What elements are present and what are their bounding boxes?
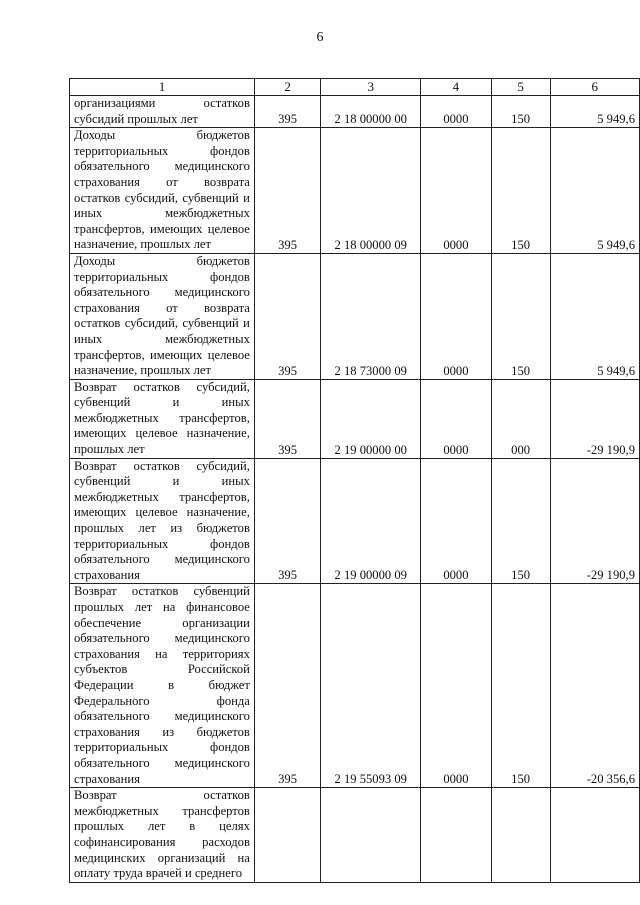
revenue-code-cell: 2 18 00000 00 bbox=[321, 96, 421, 128]
description-line: иных межбюджетных bbox=[74, 206, 250, 221]
program-code-cell bbox=[421, 788, 492, 883]
program-code-cell: 0000 bbox=[421, 128, 492, 254]
description-line: территориальных фондов bbox=[74, 536, 250, 551]
description-cell bbox=[70, 379, 255, 458]
description-line: остатков субсидий, субвенций и bbox=[74, 190, 250, 205]
kind-code-cell: 000 bbox=[491, 379, 550, 458]
description-line: трансфертов, имеющих целевое bbox=[74, 221, 250, 236]
description-line: межбюджетных трансфертов, bbox=[74, 489, 250, 504]
description-cell bbox=[70, 788, 255, 883]
description-line: страхования от возврата bbox=[74, 174, 250, 189]
program-code-cell: 0000 bbox=[421, 96, 492, 128]
header-cell: 2 bbox=[254, 79, 320, 96]
description-line: страхования на территориях bbox=[74, 646, 250, 661]
amount-cell: -29 190,9 bbox=[550, 379, 639, 458]
description-cell bbox=[70, 128, 255, 254]
revenue-code-cell: 2 18 00000 09 bbox=[321, 128, 421, 254]
description-line: субсидий прошлых лет bbox=[74, 111, 198, 126]
table-row bbox=[70, 379, 640, 458]
description-line: межбюджетных трансфертов bbox=[74, 803, 250, 818]
description-line: территориальных фондов bbox=[74, 740, 250, 755]
header-cell: 1 bbox=[70, 79, 255, 96]
table-row bbox=[70, 96, 640, 128]
description-line: межбюджетных трансфертов, bbox=[74, 410, 250, 425]
header-cell: 6 bbox=[550, 79, 639, 96]
description-line: организациями остатков bbox=[74, 96, 250, 110]
description-line: прошлых лет в целях bbox=[74, 819, 250, 834]
description-line: обязательного медицинского bbox=[74, 159, 250, 174]
description-cell bbox=[70, 584, 255, 788]
description-line: субвенций и иных bbox=[74, 395, 250, 410]
description-line: обязательного медицинского bbox=[74, 552, 250, 567]
description-line: софинансирования расходов bbox=[74, 834, 250, 849]
revenue-table bbox=[69, 78, 640, 883]
program-code-cell: 0000 bbox=[421, 379, 492, 458]
revenue-code-cell: 2 19 00000 09 bbox=[321, 458, 421, 584]
description-line: страхования bbox=[74, 567, 140, 582]
description-line: Возврат остатков субсидий, bbox=[74, 379, 250, 394]
description-line: обязательного медицинского bbox=[74, 285, 250, 300]
amount-cell: 5 949,6 bbox=[550, 253, 639, 379]
description-line: территориальных фондов bbox=[74, 269, 250, 284]
revenue-code-cell: 2 18 73000 09 bbox=[321, 253, 421, 379]
program-code-cell: 0000 bbox=[421, 253, 492, 379]
description-cell bbox=[70, 458, 255, 584]
header-cell: 4 bbox=[421, 79, 492, 96]
kind-code-cell: 150 bbox=[491, 96, 550, 128]
description-line: субвенций и иных bbox=[74, 474, 250, 489]
table-row bbox=[70, 253, 640, 379]
description-cell bbox=[70, 96, 255, 128]
header-cell: 3 bbox=[321, 79, 421, 96]
description-cell bbox=[70, 253, 255, 379]
description-line: назначение, прошлых лет bbox=[74, 363, 212, 378]
description-line: Доходы бюджетов bbox=[74, 128, 250, 143]
admin-code-cell: 395 bbox=[254, 458, 320, 584]
description-line: оплату труда врачей и среднего bbox=[74, 866, 243, 881]
kind-code-cell bbox=[491, 788, 550, 883]
table-row bbox=[70, 458, 640, 584]
table-row bbox=[70, 128, 640, 254]
page-number: 6 bbox=[316, 30, 324, 45]
description-line: Возврат остатков субсидий, bbox=[74, 458, 250, 473]
description-line: прошлых лет bbox=[74, 442, 145, 457]
admin-code-cell: 395 bbox=[254, 128, 320, 254]
amount-cell bbox=[550, 788, 639, 883]
description-line: прошлых лет на финансовое bbox=[74, 600, 250, 614]
admin-code-cell: 395 bbox=[254, 96, 320, 128]
amount-cell: 5 949,6 bbox=[550, 128, 639, 254]
admin-code-cell bbox=[254, 788, 320, 883]
header-cell: 5 bbox=[491, 79, 550, 96]
description-line: трансфертов, имеющих целевое bbox=[74, 347, 250, 362]
description-line: Доходы бюджетов bbox=[74, 253, 250, 268]
admin-code-cell: 395 bbox=[254, 584, 320, 788]
description-line: субъектов Российской bbox=[74, 662, 250, 677]
description-line: имеющих целевое назначение, bbox=[74, 426, 250, 441]
kind-code-cell: 150 bbox=[491, 128, 550, 254]
description-line: обязательного медицинского bbox=[74, 709, 250, 724]
description-line: территориальных фондов bbox=[74, 143, 250, 158]
admin-code-cell: 395 bbox=[254, 379, 320, 458]
description-line: Федерации в бюджет bbox=[74, 677, 250, 692]
admin-code-cell: 395 bbox=[254, 253, 320, 379]
description-line: страхования bbox=[74, 771, 140, 786]
description-line: страхования из бюджетов bbox=[74, 724, 250, 739]
header-row bbox=[70, 79, 640, 96]
revenue-code-cell: 2 19 55093 09 bbox=[321, 584, 421, 788]
kind-code-cell: 150 bbox=[491, 458, 550, 584]
description-line: обязательного медицинского bbox=[74, 631, 250, 646]
description-line: остатков субсидий, субвенций и bbox=[74, 316, 250, 331]
amount-cell: -29 190,9 bbox=[550, 458, 639, 584]
table-row bbox=[70, 584, 640, 788]
description-line: назначение, прошлых лет bbox=[74, 237, 212, 252]
description-line: Возврат остатков bbox=[74, 788, 250, 803]
program-code-cell: 0000 bbox=[421, 458, 492, 584]
description-line: прошлых лет из бюджетов bbox=[74, 521, 250, 536]
revenue-code-cell bbox=[321, 788, 421, 883]
revenue-code-cell: 2 19 00000 00 bbox=[321, 379, 421, 458]
amount-cell: -20 356,6 bbox=[550, 584, 639, 788]
description-line: медицинских организаций на bbox=[74, 850, 250, 865]
description-line: обеспечение организации bbox=[74, 615, 250, 630]
kind-code-cell: 150 bbox=[491, 584, 550, 788]
description-line: иных межбюджетных bbox=[74, 331, 250, 346]
description-line: Федерального фонда bbox=[74, 693, 250, 708]
description-line: Возврат остатков субвенций bbox=[74, 584, 250, 599]
description-line: обязательного медицинского bbox=[74, 755, 250, 770]
description-line: страхования от возврата bbox=[74, 300, 250, 315]
table-row bbox=[70, 788, 640, 883]
program-code-cell: 0000 bbox=[421, 584, 492, 788]
kind-code-cell: 150 bbox=[491, 253, 550, 379]
description-line: имеющих целевое назначение, bbox=[74, 505, 250, 520]
amount-cell: 5 949,6 bbox=[550, 96, 639, 128]
